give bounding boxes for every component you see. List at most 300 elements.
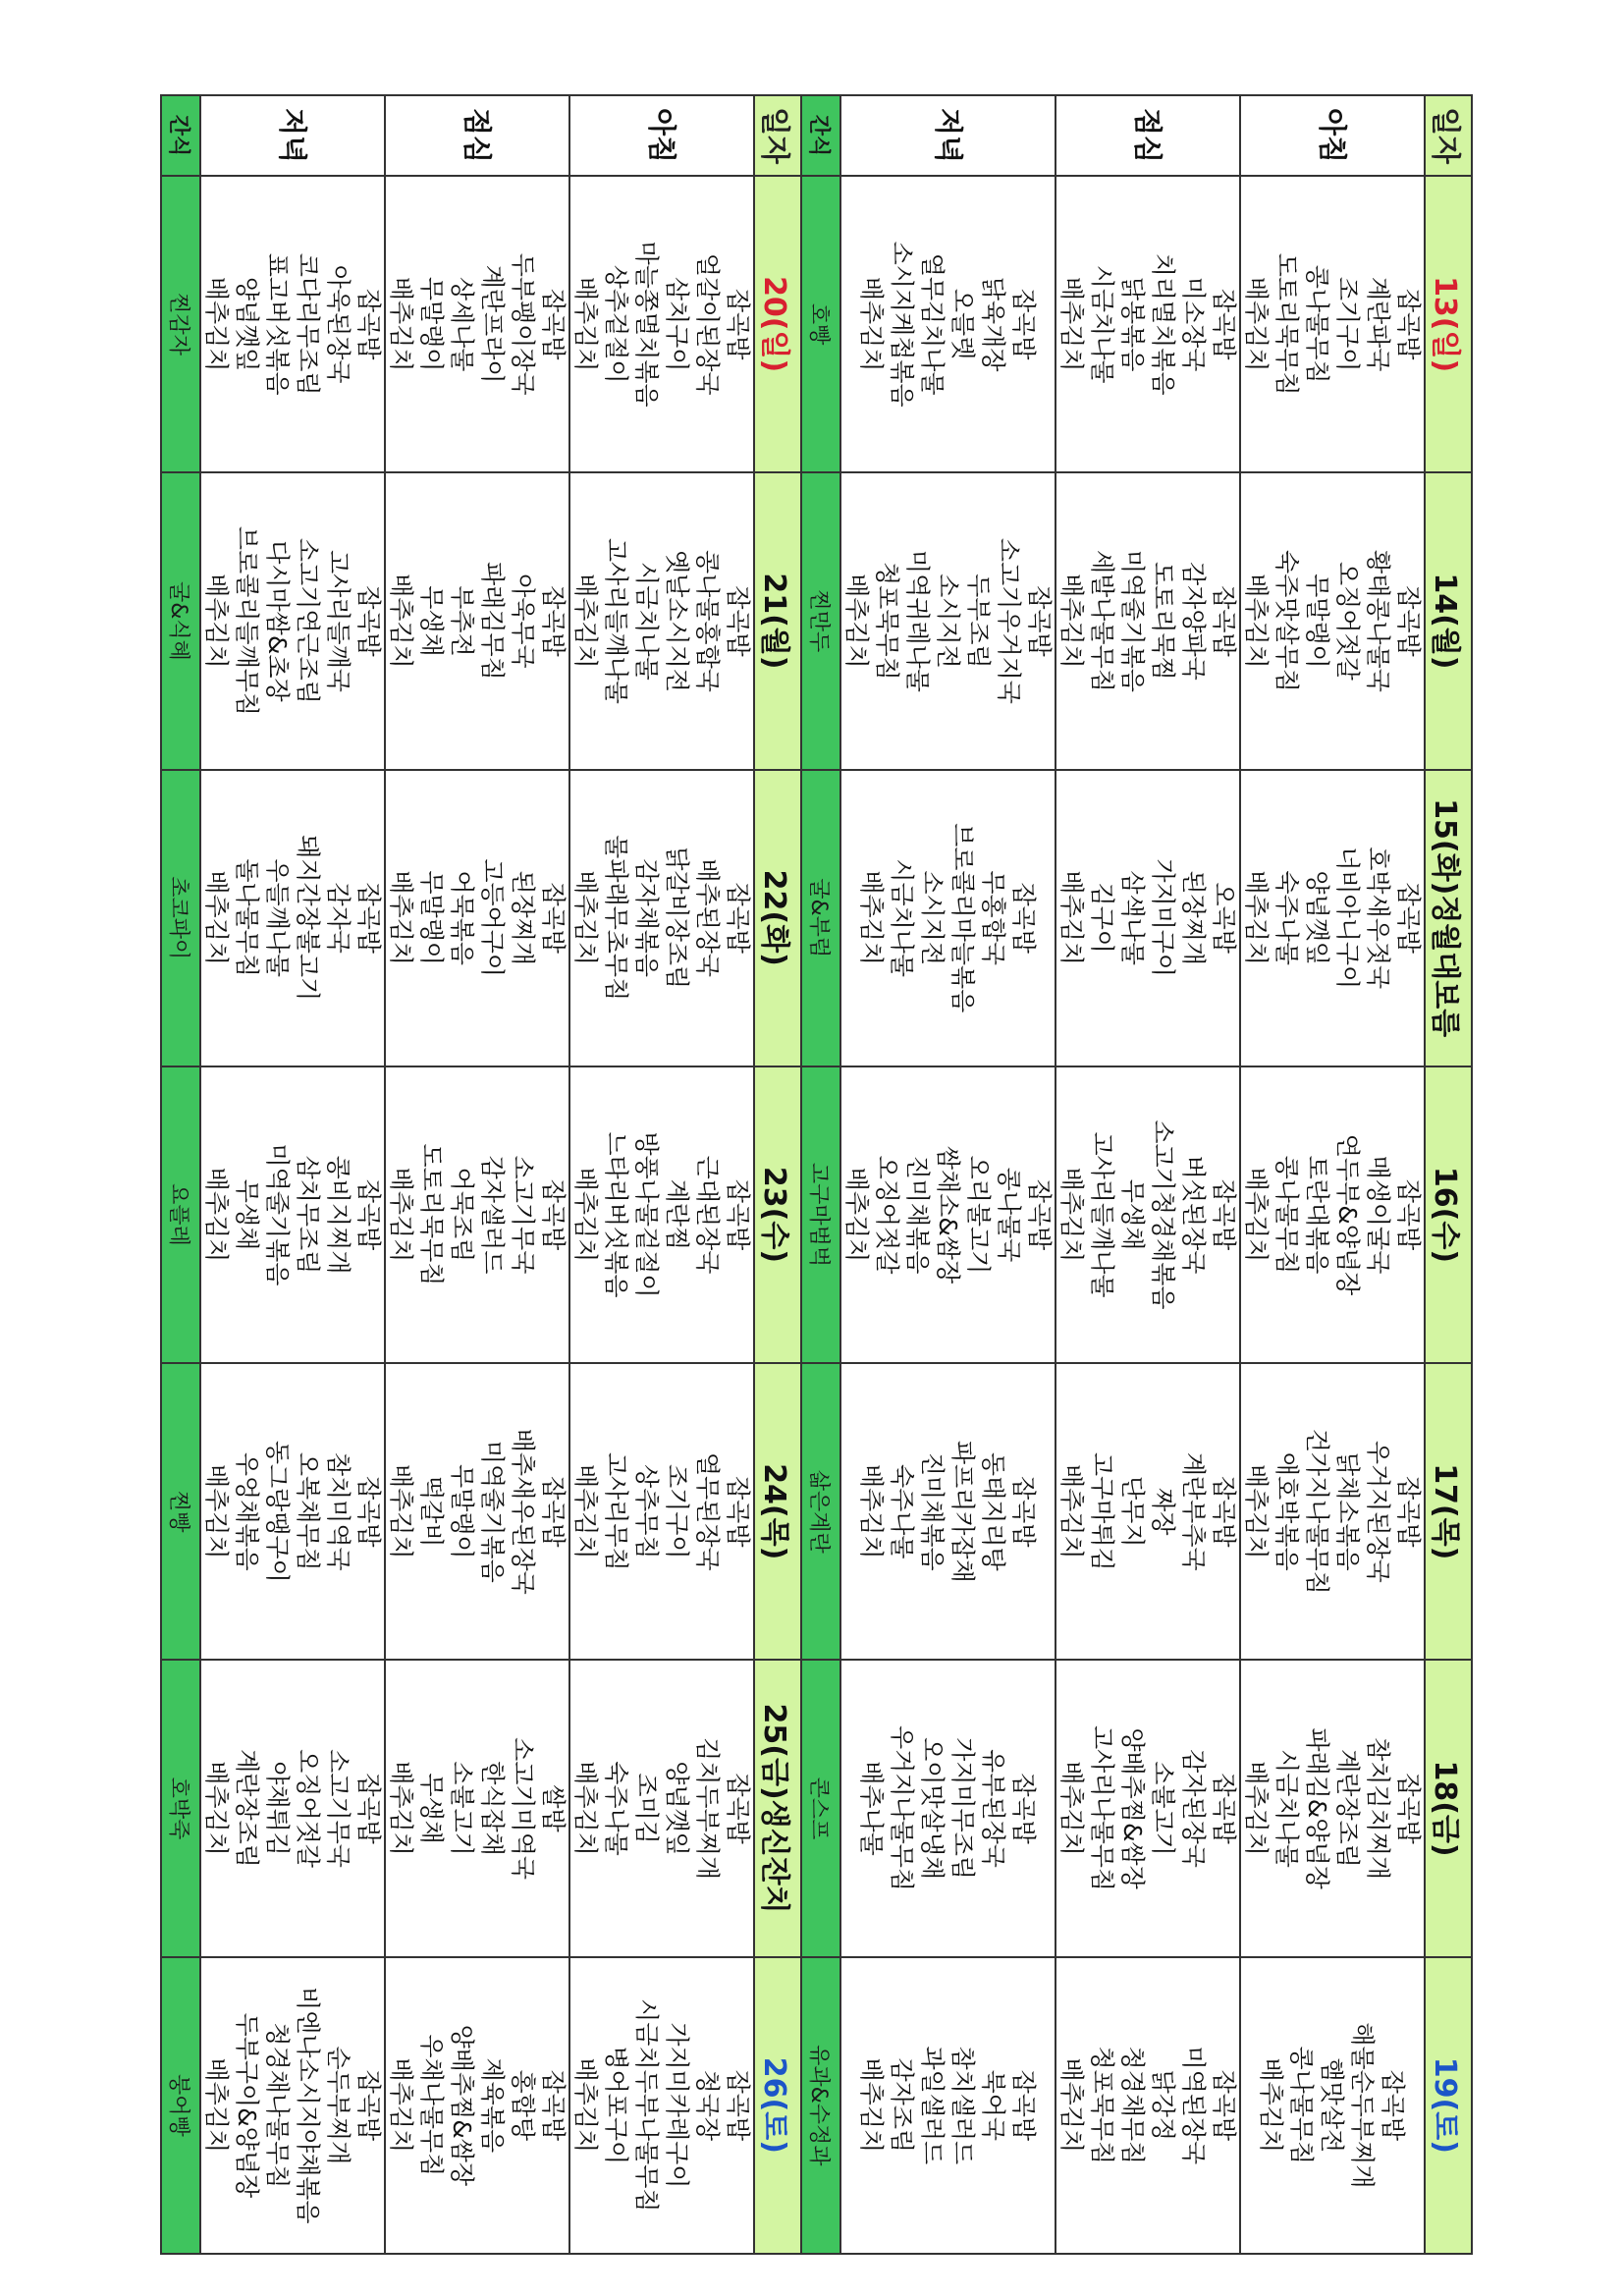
menu-item: 우거지된장국 (1364, 1440, 1392, 1583)
menu-item: 돼지간장불고기 (294, 835, 322, 1002)
menu-item: 배추김치 (387, 1761, 415, 1856)
menu-item: 배추김치 (1057, 574, 1086, 669)
breakfast-menu-cell (569, 1660, 754, 1956)
menu-item: 김치두부찌개 (693, 1737, 722, 1880)
menu-item: 가지미카레구이 (663, 2022, 691, 2189)
menu-item: 배추김치 (857, 276, 887, 372)
menu-item: 감자양파국 (1179, 562, 1208, 681)
menu-item: 파래김무침 (478, 562, 507, 681)
breakfast-menu-cell (569, 472, 754, 769)
menu-item: 애호박볶음 (1272, 1451, 1301, 1571)
snack-cell: 고구마범벅 (801, 1066, 840, 1363)
menu-item: 매생이굴국 (1364, 1155, 1392, 1275)
menu-item: 미역된장국 (1179, 2046, 1208, 2165)
menu-item: 소시지전 (934, 574, 962, 669)
menu-item: 오징어젓갈 (1333, 562, 1362, 681)
menu-item: 배추김치 (1057, 2057, 1086, 2154)
menu-item: 배추김치 (387, 870, 415, 965)
breakfast-menu-cell (569, 176, 754, 472)
menu-item: 소고기무국 (324, 1749, 352, 1868)
menu-item: 도토리묵무침 (417, 1143, 446, 1286)
menu-item: 미역줄기볶음 (478, 1440, 507, 1583)
menu-item: 한식잡채 (478, 1761, 507, 1856)
menu-item: 배추김치 (1057, 870, 1086, 965)
menu-item: 소고기연근조림 (294, 537, 322, 704)
menu-item: 청포묵무침 (873, 562, 901, 681)
snack-cell: 유과&수정과 (801, 1957, 840, 2254)
lunch-menu-cell (1056, 1957, 1240, 2254)
menu-item: 배추김치 (387, 1167, 415, 1263)
menu-item: 오징어젓갈 (873, 1155, 901, 1275)
date-cell: 23(수) (754, 1066, 801, 1363)
menu-item: 배추김치 (1242, 1463, 1271, 1559)
menu-item: 잡곡밥 (1210, 1476, 1238, 1548)
dinner-row (200, 95, 385, 2254)
menu-item: 단무지 (1118, 1476, 1147, 1548)
menu-item: 배추김치 (1057, 276, 1086, 372)
breakfast-row (1240, 95, 1425, 2254)
menu-item: 배추김치 (571, 1167, 600, 1263)
menu-item: 두부구이&양념장 (233, 2012, 261, 2199)
menu-item: 배추김치 (202, 870, 231, 965)
menu-item: 닭강정 (1149, 2069, 1177, 2142)
menu-item: 상세나물 (448, 276, 476, 372)
menu-item: 양념깻잎 (233, 276, 261, 372)
menu-item: 숙주나물 (602, 1761, 630, 1856)
menu-item: 양배추찜&쌈장 (1118, 1727, 1147, 1889)
menu-item: 무생채 (417, 1773, 446, 1844)
menu-item: 부추전 (448, 585, 476, 657)
menu-item: 닭육개장 (979, 276, 1008, 372)
lunch-row (385, 95, 569, 2254)
menu-item: 무홍합국 (979, 870, 1008, 965)
menu-item: 된장찌개 (509, 870, 537, 965)
menu-item: 건가지나물무침 (1303, 1428, 1331, 1595)
menu-item: 어묵볶음 (448, 870, 476, 965)
menu-item: 배추김치 (571, 2057, 600, 2154)
menu-item: 배추김치 (857, 870, 887, 965)
menu-item: 열무된장국 (693, 1451, 722, 1571)
snack-cell: 콘스프 (801, 1660, 840, 1956)
menu-item: 삼치구이 (663, 276, 691, 372)
menu-item: 짜장 (1149, 1488, 1177, 1536)
menu-item: 유부된장국 (979, 1749, 1008, 1868)
menu-item: 콩나물무침 (1272, 1155, 1301, 1275)
lunch-menu-cell (385, 1066, 569, 1363)
menu-item: 잡곡밥 (539, 1178, 568, 1251)
snack-label: 간식 (801, 95, 840, 176)
menu-item: 잡곡밥 (1025, 585, 1054, 657)
menu-item: 잡곡밥 (1009, 882, 1039, 954)
menu-item: 오복채무침 (294, 1451, 322, 1571)
menu-item: 시금치나물 (888, 858, 917, 978)
menu-item: 북어국 (979, 2069, 1008, 2142)
menu-item: 제육볶음 (478, 2057, 507, 2154)
menu-item: 배추김치 (1057, 1463, 1086, 1559)
menu-item: 잡곡밥 (539, 1476, 568, 1548)
breakfast-menu-cell (1240, 176, 1425, 472)
dinner-row (840, 95, 1056, 2254)
date-cell: 18(금) (1425, 1660, 1472, 1956)
dinner-menu-cell (200, 1066, 385, 1363)
date-cell: 17(목) (1425, 1363, 1472, 1660)
breakfast-label: 아침 (569, 95, 754, 176)
menu-item: 파프리카잡채 (948, 1440, 978, 1583)
menu-item: 숙주나물 (888, 1463, 917, 1559)
menu-item: 잡곡밥 (1394, 585, 1423, 657)
snack-row (801, 95, 840, 2254)
menu-item: 잡곡밥 (539, 585, 568, 657)
menu-item: 토란대볶음 (1303, 1155, 1331, 1275)
dinner-menu-cell (840, 176, 1056, 472)
dinner-menu-cell (200, 770, 385, 1066)
menu-item: 코다리무조림 (294, 252, 322, 396)
dinner-menu-cell (200, 1957, 385, 2254)
menu-item: 상추무침 (632, 1463, 661, 1559)
snack-cell: 찐빵 (161, 1363, 200, 1660)
menu-item: 배추김치 (571, 870, 600, 965)
menu-item: 배추김치 (842, 1167, 871, 1263)
breakfast-menu-cell (1240, 770, 1425, 1066)
dinner-menu-cell (200, 472, 385, 769)
lunch-label: 점심 (385, 95, 569, 176)
lunch-label: 점심 (1056, 95, 1240, 176)
breakfast-menu-cell (1240, 1066, 1425, 1363)
menu-item: 콩비지찌개 (324, 1155, 352, 1275)
menu-item: 양념깻잎 (1303, 870, 1331, 965)
menu-item: 감자채볶음 (632, 858, 661, 978)
menu-item: 배추김치 (387, 1463, 415, 1559)
menu-item: 배추김치 (857, 1463, 887, 1559)
menu-item: 잡곡밥 (1394, 1476, 1423, 1548)
menu-item: 얼갈이된장국 (693, 252, 722, 396)
menu-item: 우들깨나물 (263, 858, 292, 978)
lunch-menu-cell (385, 176, 569, 472)
menu-item: 잡곡밥 (1394, 1178, 1423, 1251)
menu-item: 시금치나물 (1272, 1749, 1301, 1868)
menu-item: 시금치두부나물무침 (632, 1998, 661, 2213)
menu-item: 미역줄기볶음 (263, 1143, 292, 1286)
menu-item: 계란찜 (663, 1178, 691, 1251)
menu-item: 콩나물국 (995, 1167, 1023, 1263)
date-cell: 16(수) (1425, 1066, 1472, 1363)
menu-item: 배추새우된장국 (509, 1428, 537, 1595)
menu-item: 오리불고기 (964, 1155, 993, 1275)
lunch-menu-cell (385, 472, 569, 769)
menu-item: 잡곡밥 (354, 288, 383, 360)
menu-item: 배추김치 (1242, 1761, 1271, 1856)
menu-item: 호박새우젓국 (1364, 847, 1392, 990)
menu-item: 잡곡밥 (724, 1178, 752, 1251)
menu-item: 고사리들깨나물 (1088, 1131, 1116, 1298)
snack-label: 간식 (161, 95, 200, 176)
dinner-menu-cell (840, 1660, 1056, 1956)
date-cell: 13(일) (1425, 176, 1472, 472)
menu-item: 닭갈비장조림 (663, 847, 691, 990)
menu-item: 버섯된장국 (1179, 1155, 1208, 1275)
menu-item: 계란프라이 (478, 264, 507, 384)
snack-cell: 붕어빵 (161, 1957, 200, 2254)
dinner-menu-cell (840, 472, 1056, 769)
menu-item: 배추김치 (202, 2057, 231, 2154)
menu-item: 쌈채소&쌈장 (934, 1145, 962, 1285)
menu-item: 잡곡밥 (1394, 288, 1423, 360)
menu-item: 배추김치 (571, 276, 600, 372)
menu-item: 우채나물무침 (417, 2034, 446, 2177)
menu-item: 마늘쫑멸치볶음 (632, 241, 661, 408)
dinner-menu-cell (200, 1363, 385, 1660)
menu-item: 진미채볶음 (918, 1451, 947, 1571)
menu-item: 표고버섯볶음 (263, 252, 292, 396)
menu-item: 참치김치찌개 (1364, 1737, 1392, 1880)
menu-item: 배추김치 (842, 574, 871, 669)
menu-item: 근대된장국 (693, 1155, 722, 1275)
menu-item: 배추김치 (571, 1761, 600, 1856)
menu-item: 잡곡밥 (1210, 2069, 1238, 2142)
breakfast-menu-cell (569, 1957, 754, 2254)
menu-item: 잡곡밥 (1009, 288, 1039, 360)
menu-item: 세발나물무침 (1088, 549, 1116, 692)
menu-item: 청포묵무침 (1088, 2046, 1116, 2165)
snack-cell: 호빵 (801, 176, 840, 472)
menu-item: 닭채소볶음 (1333, 1451, 1362, 1571)
breakfast-menu-cell (1240, 472, 1425, 769)
menu-item: 옛날소시지전 (663, 549, 691, 692)
menu-item: 잡곡밥 (354, 2069, 383, 2142)
menu-item: 배추김치 (202, 276, 231, 372)
menu-item: 조기구이 (663, 1463, 691, 1559)
menu-item: 배추김치 (387, 2057, 415, 2154)
lunch-row (1056, 95, 1240, 2254)
snack-cell: 호박죽 (161, 1660, 200, 1956)
lunch-menu-cell (385, 1363, 569, 1660)
menu-item: 잡곡밥 (354, 882, 383, 954)
snack-row (161, 95, 200, 2254)
menu-item: 느타리버섯볶음 (602, 1131, 630, 1298)
menu-item: 배추김치 (202, 1167, 231, 1263)
menu-item: 고사리무침 (602, 1451, 630, 1571)
menu-item: 고구마튀김 (1088, 1451, 1116, 1571)
menu-item: 잡곡밥 (724, 1773, 752, 1844)
menu-item: 청경채무침 (1118, 2046, 1147, 2165)
menu-item: 고등어구이 (478, 858, 507, 978)
weekly-menu-table (160, 94, 1473, 2255)
menu-item: 도토리묵무침 (1272, 252, 1301, 396)
menu-item: 콩나물홍합국 (693, 549, 722, 692)
date-cell: 19(토) (1425, 1957, 1472, 2254)
menu-item: 아욱무국 (509, 574, 537, 669)
date-header-row (1425, 95, 1472, 2254)
menu-item: 진미채볶음 (903, 1155, 932, 1275)
menu-item: 파래김&양념장 (1303, 1727, 1331, 1889)
menu-item: 조미김 (632, 1773, 661, 1844)
menu-item: 배추김치 (1242, 1167, 1271, 1263)
menu-item: 고사리들깨나물 (602, 537, 630, 704)
menu-item: 잡곡밥 (724, 1476, 752, 1548)
date-cell: 15(화)정월대보름 (1425, 770, 1472, 1066)
menu-item: 떡갈비 (417, 1476, 446, 1548)
menu-item: 무말랭이 (417, 276, 446, 372)
menu-item: 잡곡밥 (1394, 1773, 1423, 1844)
menu-item: 고사리나물무침 (1088, 1725, 1116, 1892)
menu-item: 김구이 (1088, 882, 1116, 954)
menu-item: 콩나물무침 (1287, 2046, 1317, 2165)
menu-item: 잡곡밥 (354, 1476, 383, 1548)
menu-item: 배추김치 (1242, 276, 1271, 372)
menu-item: 두부조림 (964, 574, 993, 669)
snack-cell: 굴&식혜 (161, 472, 200, 769)
menu-item: 잡곡밥 (1210, 585, 1238, 657)
date-cell: 24(목) (754, 1363, 801, 1660)
menu-item: 감자된장국 (1179, 1749, 1208, 1868)
menu-item: 어묵조림 (448, 1167, 476, 1263)
menu-item: 배추김치 (1257, 2057, 1286, 2154)
menu-item: 배추김치 (1242, 574, 1271, 669)
menu-item: 쌀밥 (539, 1784, 568, 1832)
date-header-row (754, 95, 801, 2254)
menu-item: 배추김치 (571, 1463, 600, 1559)
menu-item: 잡곡밥 (1394, 882, 1423, 954)
lunch-menu-cell (1056, 1660, 1240, 1956)
snack-cell: 찐만두 (801, 472, 840, 769)
menu-item: 미역귀레나물 (903, 549, 932, 692)
menu-item: 해물순두부찌개 (1348, 2022, 1378, 2189)
menu-item: 잡곡밥 (724, 882, 752, 954)
menu-item: 황태콩나물국 (1364, 549, 1392, 692)
menu-item: 잡곡밥 (354, 1773, 383, 1844)
menu-item: 숙주나물 (1272, 870, 1301, 965)
menu-item: 청국장 (693, 2069, 722, 2142)
menu-item: 닭봉볶음 (1118, 276, 1147, 372)
dinner-menu-cell (840, 1957, 1056, 2254)
menu-item: 콩나물무침 (1303, 264, 1331, 384)
menu-item: 잡곡밥 (1379, 2069, 1408, 2142)
menu-item: 오이맛살냉채 (918, 1737, 947, 1880)
menu-item: 양배추찜&쌈장 (448, 2024, 476, 2187)
menu-item: 배추김치 (387, 276, 415, 372)
menu-item: 소불고기 (448, 1761, 476, 1856)
menu-item: 두부팽이장국 (509, 252, 537, 396)
date-cell: 26(토) (754, 1957, 801, 2254)
menu-item: 배추김치 (1242, 870, 1271, 965)
menu-item: 소시지케첩볶음 (888, 241, 917, 408)
menu-item: 잡곡밥 (1025, 1178, 1054, 1251)
menu-item: 소고기미역국 (509, 1737, 537, 1880)
menu-item: 잡곡밥 (1009, 2069, 1039, 2142)
breakfast-menu-cell (569, 1066, 754, 1363)
lunch-menu-cell (1056, 176, 1240, 472)
menu-item: 계란부추국 (1179, 1451, 1208, 1571)
menu-item: 열무김치나물 (918, 252, 947, 396)
menu-item: 가지미구이 (1149, 858, 1177, 978)
menu-item: 잡곡밥 (539, 882, 568, 954)
menu-item: 소고기우거지국 (995, 537, 1023, 704)
breakfast-menu-cell (1240, 1660, 1425, 1956)
menu-item: 양념깻잎 (663, 1761, 691, 1856)
menu-item: 무생채 (233, 1178, 261, 1251)
menu-item: 햄맛살전 (1318, 2057, 1347, 2154)
menu-item: 청경채나물무침 (263, 2022, 292, 2189)
menu-item: 참치샐러드 (948, 2046, 978, 2165)
breakfast-menu-cell (569, 1363, 754, 1660)
dinner-menu-cell (200, 176, 385, 472)
breakfast-label: 아침 (1240, 95, 1425, 176)
lunch-menu-cell (1056, 472, 1240, 769)
menu-item: 소시지전 (918, 870, 947, 965)
menu-item: 조기구이 (1333, 276, 1362, 372)
menu-item: 동그랑땡구이 (263, 1440, 292, 1583)
menu-item: 비엔나소시지야채볶음 (294, 1987, 322, 2224)
menu-item: 잡곡밥 (1009, 1773, 1039, 1844)
menu-item: 아욱된장국 (324, 264, 352, 384)
snack-cell: 삶은계란 (801, 1363, 840, 1660)
menu-item: 된장찌개 (1179, 870, 1208, 965)
date-cell: 20(일) (754, 176, 801, 472)
menu-item: 배추김치 (857, 2057, 887, 2154)
snack-cell: 초코파이 (161, 770, 200, 1066)
dinner-menu-cell (200, 1660, 385, 1956)
menu-item: 배추김치 (571, 574, 600, 669)
breakfast-menu-cell (569, 770, 754, 1066)
menu-item: 홍합탕 (509, 2069, 537, 2142)
menu-item: 잡곡밥 (1210, 1178, 1238, 1251)
menu-item: 숙주맛살무침 (1272, 549, 1301, 692)
menu-item: 물파래무초무침 (602, 835, 630, 1002)
menu-item: 너비아니구이 (1333, 847, 1362, 990)
menu-item: 삼치무조림 (294, 1155, 322, 1275)
dinner-label: 저녁 (200, 95, 385, 176)
menu-item: 잡곡밥 (539, 2069, 568, 2142)
menu-item: 배추김치 (202, 574, 231, 669)
lunch-menu-cell (1056, 1066, 1240, 1363)
menu-item: 잡곡밥 (724, 585, 752, 657)
date-cell: 21(월) (754, 472, 801, 769)
menu-item: 배추김치 (387, 574, 415, 669)
menu-item: 소고기청경채볶음 (1149, 1120, 1177, 1310)
menu-item: 잡곡밥 (1210, 1773, 1238, 1844)
menu-item: 오믈렛 (948, 288, 978, 360)
menu-item: 배추김치 (202, 1761, 231, 1856)
dinner-menu-cell (840, 1066, 1056, 1363)
menu-item: 배추나물 (857, 1761, 887, 1856)
menu-item: 브로콜리마늘볶음 (948, 823, 978, 1013)
menu-item: 치리멸치볶음 (1149, 252, 1177, 396)
menu-item: 소불고기 (1149, 1761, 1177, 1856)
menu-item: 무생채 (1118, 1178, 1147, 1251)
menu-item: 다시마쌈&초장 (263, 540, 292, 702)
menu-item: 과일샐러드 (918, 2046, 947, 2165)
dinner-menu-cell (840, 1363, 1056, 1660)
snack-cell: 요플레 (161, 1066, 200, 1363)
lunch-menu-cell (385, 770, 569, 1066)
snack-cell: 굴&부럼 (801, 770, 840, 1066)
menu-item: 동태지리탕 (979, 1451, 1008, 1571)
date-header-label: 일자 (754, 95, 801, 176)
menu-item: 감자조림 (888, 2057, 917, 2154)
menu-item: 잡곡밥 (1210, 288, 1238, 360)
menu-item: 시금치나물 (1088, 264, 1116, 384)
menu-item: 오징어젓갈 (294, 1749, 322, 1868)
menu-item: 야채튀김 (263, 1761, 292, 1856)
menu-sheet (120, 94, 1473, 2255)
menu-item: 배추김치 (202, 1463, 231, 1559)
date-header-label: 일자 (1425, 95, 1472, 176)
date-cell: 14(월) (1425, 472, 1472, 769)
menu-item: 배추김치 (1057, 1167, 1086, 1263)
menu-item: 계란장조림 (1333, 1749, 1362, 1868)
menu-item: 우엉채볶음 (233, 1451, 261, 1571)
menu-item: 무말랭이 (448, 1463, 476, 1559)
